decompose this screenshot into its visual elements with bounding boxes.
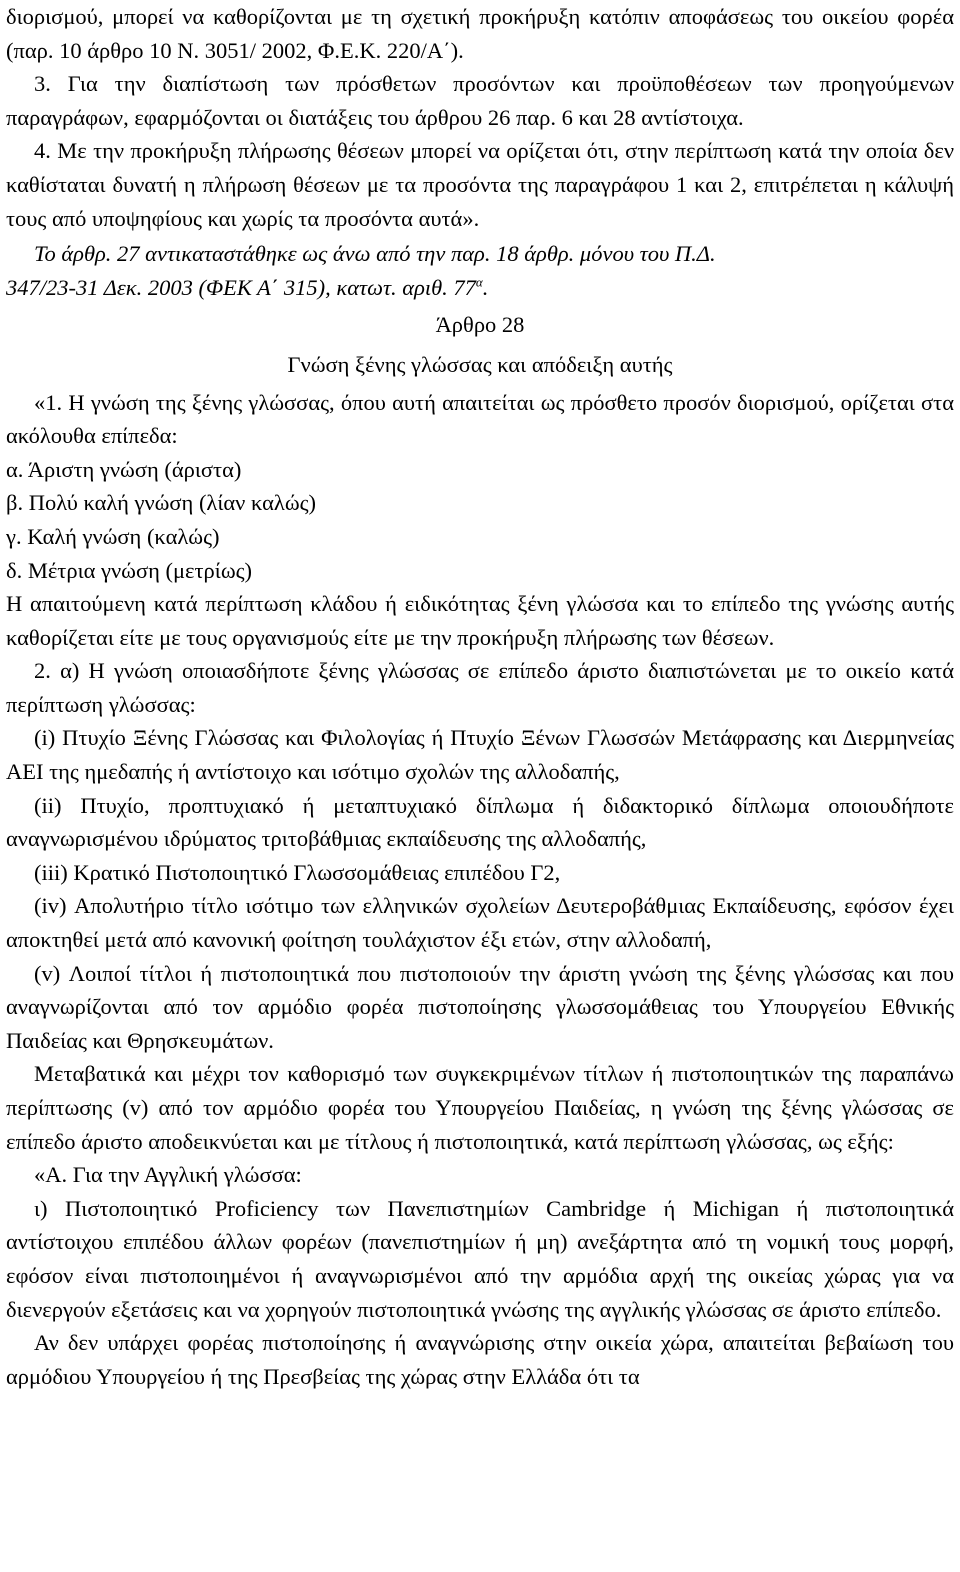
proof-item-i: (i) Πτυχίο Ξένης Γλώσσας και Φιλολογίας ή Πτυχίο Ξένων Γλωσσών Μετάφρασης και Διερμηνείας ΑΕΙ της ημεδαπής ή αντίστοιχο και ισότιμο σχολών της αλλοδαπής, bbox=[6, 725, 954, 785]
level-item-d: δ. Μέτρια γνώση (μετρίως) bbox=[6, 557, 253, 583]
closing-paragraph: Αν δεν υπάρχει φορέας πιστοποίησης ή αναγνώρισης στην οικεία χώρα, απαιτείται βεβαίωση του αρμόδιου Υπουργείου ή της Πρεσβείας της χώρας στην Ελλάδα ότι τα bbox=[6, 1330, 954, 1389]
paragraph-intro-tail: διορισμού, μπορεί να καθορίζονται με τη σχετική προκήρυξη κατόπιν αποφάσεως του οικείου φορέα (παρ. 10 άρθρο 10 Ν. 3051/ 2002, Φ.Ε.Κ. 220/Α΄). bbox=[6, 4, 954, 63]
article-title: Γνώση ξένης γλώσσας και απόδειξη αυτής bbox=[287, 351, 673, 377]
amendment-line-2-text: 347/23-31 Δεκ. 2003 (ΦΕΚ Α΄ 315), κατωτ. αριθ. 77 bbox=[6, 274, 476, 300]
paragraph-1: «1. Η γνώση της ξένης γλώσσας, όπου αυτή απαιτείται ως πρόσθετο προσόν διορισμού, ορίζεται στα ακόλουθα επίπεδα: bbox=[6, 389, 954, 449]
levels-note: Η απαιτούμενη κατά περίπτωση κλάδου ή ειδικότητας ξένη γλώσσα και το επίπεδο της γνώσης αυτής καθορίζεται είτε με τους οργανισμούς είτε με την προκήρυξη πλήρωσης των θέσεων. bbox=[6, 591, 954, 650]
amendment-line-1: Το άρθρ. 27 αντικαταστάθηκε ως άνω από την παρ. 18 άρθρ. μόνου του Π.Δ. bbox=[34, 241, 716, 267]
proof-item-iii: (iii) Κρατικό Πιστοποιητικό Γλωσσομάθειας επιπέδου Γ2, bbox=[34, 859, 561, 885]
amendment-superscript: α bbox=[475, 274, 483, 290]
proof-item-ii: (ii) Πτυχίο, προπτυχιακό ή μεταπτυχιακό δίπλωμα ή διδακτορικό δίπλωμα οποιουδήποτε αναγνωρισμένου ιδρύματος τριτοβάθμιας εκπαίδευσης της αλλοδαπής, bbox=[6, 792, 954, 852]
english-heading: «Α. Για την Αγγλική γλώσσα: bbox=[34, 1162, 302, 1188]
level-item-a: α. Άριστη γνώση (άριστα) bbox=[6, 456, 242, 482]
level-item-b: β. Πολύ καλή γνώση (λίαν καλώς) bbox=[6, 490, 317, 516]
level-item-c: γ. Καλή γνώση (καλώς) bbox=[6, 523, 220, 549]
paragraph-2a: 2. α) Η γνώση οποιασδήποτε ξένης γλώσσας σε επίπεδο άριστο διαπιστώνεται με το οικείο κατά περίπτωση γλώσσας: bbox=[6, 658, 954, 717]
paragraph-3: 3. Για την διαπίστωση των πρόσθετων προσόντων και προϋποθέσεων των προηγούμενων παραγράφων, εφαρμόζονται οι διατάξεις του άρθρου 26 παρ. 6 και 28 αντίστοιχα. bbox=[6, 71, 954, 130]
article-heading: Άρθρο 28 bbox=[435, 312, 525, 338]
english-item-1: ι) Πιστοποιητικό Proficiency των Πανεπιστημίων Cambridge ή Michigan ή πιστοποιητικά αντίστοιχου επιπέδου άλλων φορέων (πανεπιστημίων ή μη) ανεξάρτητα από τη νομική τους μορφή, εφόσον είναι πιστοποιημένοι ή αναγνωρισμένοι από την αρμόδια αρχή της οικείας χώρας για να διενεργούν εξετάσεις και να χορηγούν πιστοποιητικά γνώσης της αγγλικής γλώσσας σε άριστο επίπεδο. bbox=[6, 1195, 954, 1322]
amendment-end: . bbox=[482, 274, 489, 300]
proof-item-iv: (iv) Απολυτήριο τίτλο ισότιμο των ελληνικών σχολείων Δευτεροβάθμιας Εκπαίδευσης, εφόσον έχει αποκτηθεί μετά από κανονική φοίτηση τουλάχιστον έξι ετών, στην αλλοδαπή, bbox=[6, 893, 954, 953]
transitional-paragraph: Μεταβατικά και μέχρι τον καθορισμό των συγκεκριμένων τίτλων ή πιστοποιητικών της παραπάνω περίπτωσης (v) από τον αρμόδιο φορέα του Υπουργείου Παιδείας, η γνώση της ξένης γλώσσας σε επίπεδο άριστο αποδεικνύεται και με τίτλους ή πιστοποιητικά, κατά περίπτωση γλώσσας, ως εξής: bbox=[6, 1061, 954, 1154]
amendment-line-2 bbox=[6, 271, 954, 305]
amendment-note bbox=[6, 237, 954, 304]
document-page bbox=[6, 0, 954, 1393]
paragraph-4: 4. Με την προκήρυξη πλήρωσης θέσεων μπορεί να ορίζεται ότι, στην περίπτωση κατά την οποία δεν καθίσταται δυνατή η πλήρωση θέσεων με τα προσόντα της παραγράφου 1 και 2, επιτρέπεται η κάλυψή τους από υποψηφίους και χωρίς τα προσόντα αυτά». bbox=[6, 138, 954, 231]
proof-item-v: (v) Λοιποί τίτλοι ή πιστοποιητικά που πιστοποιούν την άριστη γνώση της ξένης γλώσσας και που αναγνωρίζονται από τον αρμόδιο φορέα πιστοποίησης γλωσσομάθειας του Υπουργείου Εθνικής Παιδείας και Θρησκευμάτων. bbox=[6, 960, 954, 1053]
